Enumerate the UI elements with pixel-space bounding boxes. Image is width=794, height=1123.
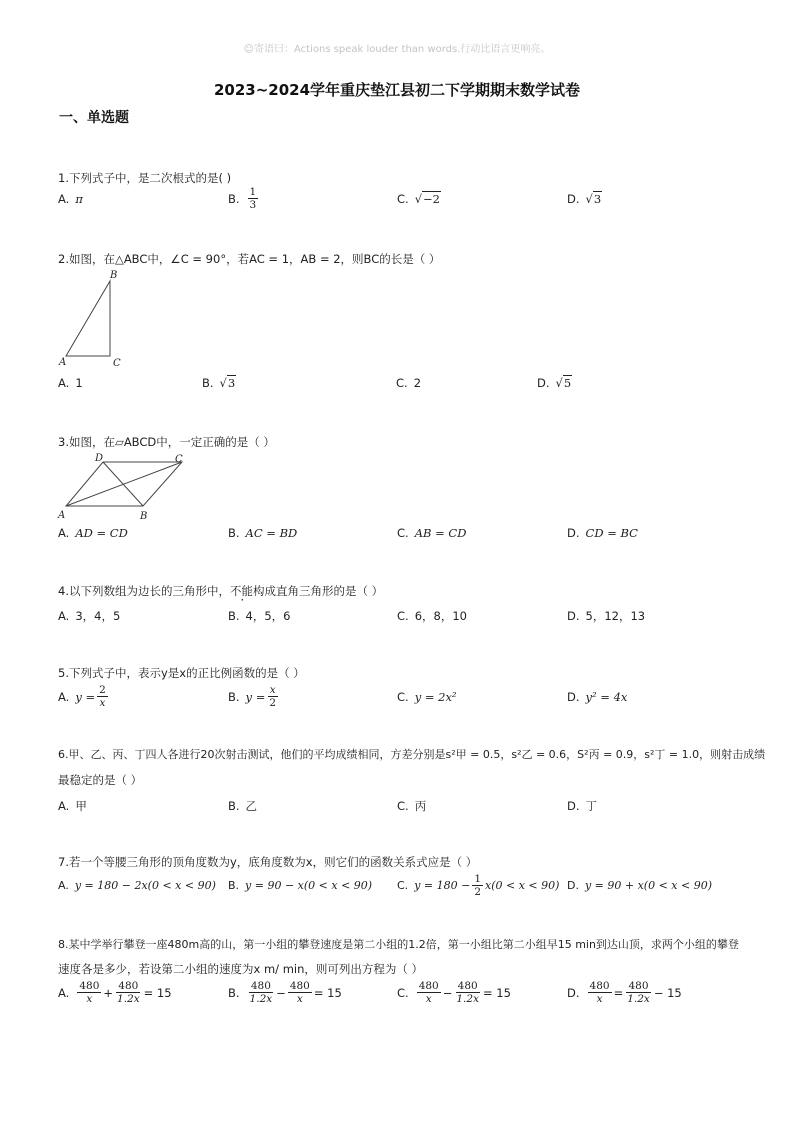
option-label: D. — [567, 526, 580, 540]
option-suffix: x(0 < x < 90) — [485, 879, 560, 892]
q5-option-c[interactable] — [397, 690, 457, 704]
q1-option-d[interactable] — [567, 192, 602, 206]
q3-option-a[interactable] — [58, 526, 128, 540]
denominator: x — [425, 993, 432, 1005]
option-label: D. — [567, 985, 580, 1000]
fraction-1 — [77, 980, 101, 1005]
q8-option-d[interactable] — [567, 980, 682, 1005]
option-suffix: − 15 — [653, 985, 682, 1000]
option-value: 丙 — [414, 799, 427, 813]
option-label: D. — [567, 799, 580, 813]
question-7-text: 7.若一个等腰三角形的顶角度数为y，底角度数为x，则它们的函数关系式应是（ ） — [58, 855, 478, 869]
numerator: 1 — [474, 873, 482, 885]
denominator: 2 — [474, 886, 482, 898]
q4-option-d[interactable] — [567, 608, 645, 624]
option-label: D. — [567, 690, 580, 704]
option-label: B. — [202, 376, 214, 390]
option-label: A. — [58, 609, 70, 623]
question-5-text: 5.下列式子中，表示y是x的正比例函数的是（ ） — [58, 666, 305, 680]
fraction — [472, 873, 483, 898]
vertex-label-b: B — [140, 511, 148, 522]
denominator: 1.2x — [249, 993, 273, 1005]
fraction-2 — [115, 980, 142, 1005]
fraction — [267, 684, 278, 709]
denominator: x — [296, 993, 303, 1005]
vertex-label-c: C — [175, 454, 183, 465]
option-label: C. — [397, 690, 409, 704]
fraction-1 — [417, 980, 441, 1005]
vertex-label-a: A — [59, 357, 67, 368]
option-value: AC = BD — [245, 526, 298, 540]
radicand: 3 — [593, 192, 602, 206]
q7-option-d[interactable] — [567, 879, 712, 892]
option-label: D. — [537, 376, 550, 390]
q5-option-b[interactable] — [228, 684, 280, 709]
option-label: B. — [228, 609, 240, 623]
numerator: 480 — [589, 980, 610, 992]
numerator: 2 — [99, 684, 106, 696]
option-suffix: = 15 — [483, 985, 511, 1000]
option-label: B. — [228, 526, 240, 540]
diagonal-bd — [103, 462, 143, 506]
q5-option-a[interactable] — [58, 684, 110, 709]
option-value: CD = BC — [585, 526, 638, 540]
option-label: C. — [397, 526, 409, 540]
denominator: 3 — [249, 199, 257, 211]
fraction-2 — [288, 980, 312, 1005]
q1-option-c[interactable] — [397, 192, 441, 206]
radicand: 3 — [227, 376, 236, 390]
denominator: x — [86, 993, 93, 1005]
question-4-suffix: 构成直角三角形的是（ ） — [252, 584, 384, 598]
option-label: A. — [58, 985, 70, 1000]
q8-option-a[interactable] — [58, 980, 172, 1005]
vertex-label-b: B — [110, 270, 118, 281]
q8-option-b[interactable] — [228, 980, 342, 1005]
question-6-line1: 6.甲、乙、丙、丁四人各进行20次射击测试，他们的平均成绩相同，方差分别是s²甲 = 0.5，s²乙 = 0.6，S²丙 = 0.9，s²丁 = 1.0，则射击成绩 — [58, 748, 766, 761]
operator: + — [103, 985, 114, 1000]
q2-option-c[interactable] — [396, 376, 421, 390]
vertex-label-a: A — [58, 510, 66, 521]
q2-option-b[interactable] — [202, 376, 236, 390]
radicand: −2 — [423, 192, 440, 206]
numerator: 480 — [628, 980, 649, 992]
option-label: C. — [397, 879, 409, 892]
vertex-label-c: C — [113, 358, 121, 369]
option-label: C. — [397, 609, 409, 623]
fraction-2 — [625, 980, 652, 1005]
option-value: 甲 — [75, 799, 87, 813]
sqrt-expression: √3 — [219, 376, 236, 390]
q2-option-a[interactable] — [58, 376, 83, 390]
fraction-1 — [248, 980, 275, 1005]
numerator: 1 — [249, 186, 257, 198]
emphasis-not: 不能 — [229, 584, 253, 598]
denominator: x — [99, 697, 106, 709]
numerator: 480 — [418, 980, 439, 992]
option-label: B. — [228, 689, 240, 704]
q5-option-d[interactable] — [567, 690, 627, 704]
vertex-label-d: D — [95, 453, 104, 464]
operator: − — [276, 985, 286, 1000]
option-value: y² = 4x — [585, 690, 628, 704]
option-value: 6，8，10 — [414, 609, 467, 623]
option-value: y = 90 − x(0 < x < 90) — [245, 879, 373, 892]
parallelogram-figure — [56, 450, 192, 522]
option-label: A. — [58, 689, 70, 704]
numerator: 480 — [289, 980, 310, 992]
question-4-text — [58, 583, 383, 599]
diagonal-ac — [66, 462, 182, 506]
option-label: A. — [58, 799, 70, 813]
q6-option-c[interactable] — [397, 798, 426, 814]
question-4-prefix: 4.以下列数组为边长的三角形中， — [58, 584, 230, 598]
q8-option-c[interactable] — [397, 980, 511, 1005]
page-title: 2023~2024学年重庆垫江县初二下学期期末数学试卷 — [213, 81, 581, 99]
fraction-2 — [454, 980, 481, 1005]
option-label: B. — [228, 879, 240, 892]
question-8-line1: 8.某中学举行攀登一座480m高的山，第一小组的攀登速度是第二小组的1.2倍，第一小组比第二小组早15 min到达山顶，求两个小组的攀登 — [58, 938, 739, 951]
question-3-text: 3.如图，在▱ABCD中，一定正确的是（ ） — [58, 435, 275, 449]
option-label: D. — [567, 192, 580, 206]
q7-option-c[interactable] — [397, 873, 559, 898]
motto-watermark: ☺寄语曰：Actions speak louder than words.行动比语言更响亮。 — [243, 44, 551, 55]
q3-option-b[interactable] — [228, 526, 297, 540]
option-suffix: = 15 — [143, 985, 172, 1000]
section-heading: 一、单选题 — [59, 110, 129, 126]
option-label: B. — [228, 799, 240, 813]
option-value: y = 180 − 2x(0 < x < 90) — [74, 879, 216, 892]
numerator: x — [269, 684, 276, 696]
denominator: 2 — [269, 697, 277, 709]
radicand: 5 — [563, 376, 572, 390]
option-label: A. — [58, 879, 69, 892]
q4-option-c[interactable] — [397, 608, 467, 624]
option-value: 1 — [75, 376, 83, 390]
numerator: 480 — [118, 980, 139, 992]
right-triangle-figure — [58, 268, 130, 372]
q1-option-b[interactable] — [228, 186, 260, 211]
denominator: 1.2x — [627, 993, 650, 1005]
denominator: 1.2x — [456, 993, 479, 1005]
numerator: 480 — [250, 980, 271, 992]
option-label: C. — [397, 799, 409, 813]
denominator: x — [596, 993, 603, 1005]
operator: − — [442, 985, 453, 1000]
triangle-abc — [66, 281, 110, 356]
operator: = — [613, 985, 624, 1000]
option-value: 乙 — [245, 799, 258, 813]
option-label: A. — [58, 192, 70, 206]
q4-option-a[interactable] — [58, 608, 120, 624]
option-value: 4，5，6 — [245, 609, 291, 623]
option-label: B. — [228, 985, 240, 1000]
option-prefix: y = 180 − — [414, 879, 471, 892]
option-value: 5，12，13 — [585, 609, 646, 623]
q1-option-a[interactable] — [58, 192, 83, 206]
option-prefix: y = — [245, 689, 266, 704]
numerator: 480 — [79, 980, 100, 992]
sqrt-expression: √3 — [585, 192, 602, 206]
question-1-text: 1.下列式子中，是二次根式的是( ) — [58, 171, 232, 185]
question-2-text: 2.如图，在△ABC中，∠C = 90°，若AC = 1，AB = 2，则BC的长是（ ） — [58, 252, 441, 266]
option-suffix: = 15 — [313, 985, 342, 1000]
option-prefix: y = — [75, 689, 96, 704]
question-6-line2: 最稳定的是（ ） — [58, 773, 143, 787]
q3-option-d[interactable] — [567, 526, 638, 540]
sqrt-expression: √5 — [555, 376, 572, 390]
denominator: 1.2x — [117, 993, 140, 1005]
option-value: π — [75, 192, 83, 206]
q4-option-b[interactable] — [228, 608, 291, 624]
q7-option-b[interactable] — [228, 879, 372, 892]
option-label: A. — [58, 376, 70, 390]
numerator: 480 — [457, 980, 478, 992]
option-value: AD = CD — [75, 526, 128, 540]
sqrt-expression: √−2 — [414, 192, 440, 206]
option-label: B. — [228, 191, 240, 206]
fraction — [248, 186, 259, 211]
option-label: C. — [397, 192, 409, 206]
option-value: y = 2x² — [414, 690, 457, 704]
fraction-1 — [588, 980, 612, 1005]
option-label: D. — [567, 609, 580, 623]
option-label: A. — [58, 526, 70, 540]
option-value: AB = CD — [414, 526, 467, 540]
q6-option-b[interactable] — [228, 798, 257, 814]
q6-option-d[interactable] — [567, 798, 597, 814]
q6-option-a[interactable] — [58, 798, 87, 814]
option-value: y = 90 + x(0 < x < 90) — [584, 879, 713, 892]
option-label: C. — [396, 376, 408, 390]
option-value: 2 — [413, 376, 422, 390]
q2-option-d[interactable] — [537, 376, 572, 390]
option-label: D. — [567, 879, 579, 892]
option-value: 3，4，5 — [75, 609, 121, 623]
option-label: C. — [397, 985, 409, 1000]
fraction — [97, 684, 108, 709]
q7-option-a[interactable] — [58, 879, 216, 892]
option-value: 丁 — [585, 799, 598, 813]
q3-option-c[interactable] — [397, 526, 466, 540]
question-8-line2: 速度各是多少，若设第二小组的速度为x m/ min，则可列出方程为（ ） — [58, 962, 424, 976]
